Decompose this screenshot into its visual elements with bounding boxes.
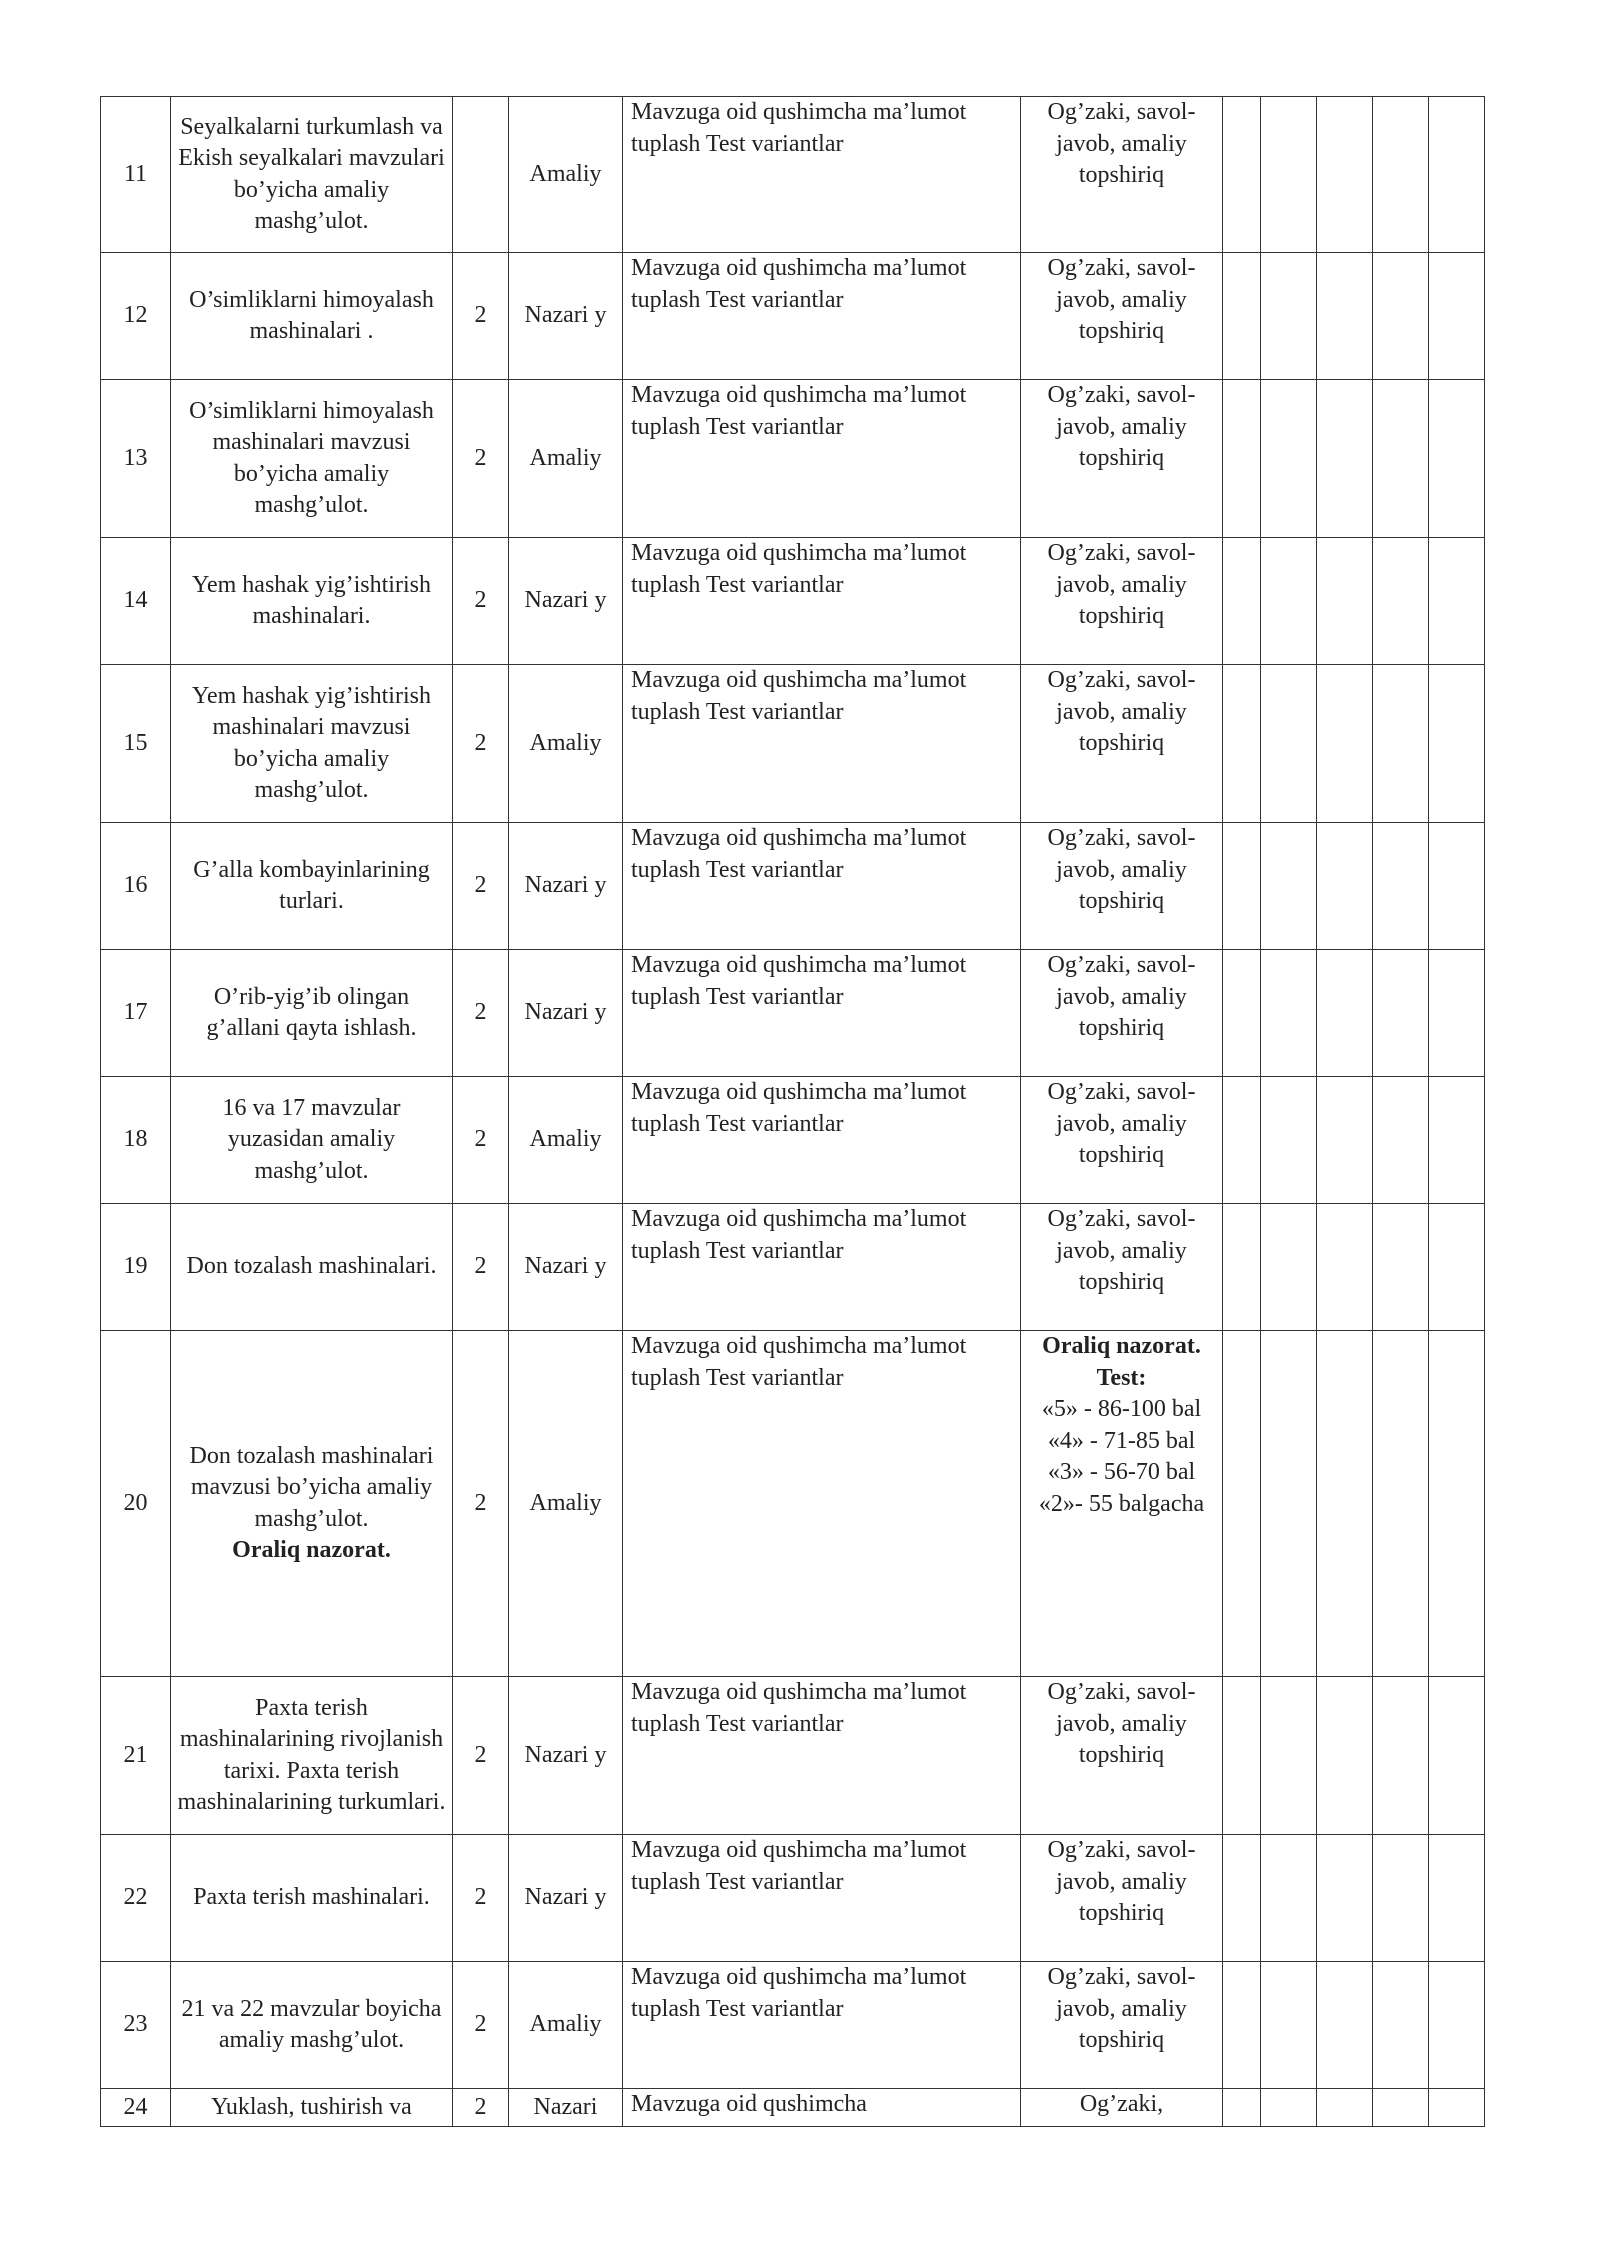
material-cell (623, 2089, 1021, 2127)
table-row (101, 823, 1485, 950)
material-text: Mavzuga oid qushimcha ma’lumot tuplash Test variantlar (631, 667, 967, 725)
material-cell (623, 253, 1021, 380)
empty-cell (1373, 1077, 1429, 1204)
hours-cell (453, 2089, 509, 2127)
topic-cell (171, 823, 453, 950)
row-number: 24 (123, 2093, 148, 2120)
row-number-cell (101, 380, 171, 538)
table-row (101, 1204, 1485, 1331)
empty-cell (1317, 538, 1373, 665)
material-cell (623, 1677, 1021, 1835)
empty-cell (1317, 97, 1373, 253)
hours-value: 2 (474, 1489, 487, 1516)
topic-cell (171, 1835, 453, 1962)
empty-cell (1223, 823, 1261, 950)
row-number-cell (101, 1077, 171, 1204)
lesson-type: Nazari y (524, 1253, 607, 1280)
row-number: 14 (123, 587, 148, 614)
material-cell (623, 97, 1021, 253)
hours-cell (453, 380, 509, 538)
topic-cell (171, 97, 453, 253)
empty-cell (1429, 1204, 1485, 1331)
empty-cell (1373, 253, 1429, 380)
hours-cell (453, 1677, 509, 1835)
assessment-text: Og’zaki, savol-javob, amaliy topshiriq (1047, 1964, 1196, 2053)
assessment-cell (1021, 253, 1223, 380)
assessment-text: Og’zaki, savol-javob, amaliy topshiriq (1047, 952, 1196, 1041)
empty-cell (1261, 538, 1317, 665)
hours-cell (453, 665, 509, 823)
assessment-text: Og’zaki, (1079, 2091, 1164, 2117)
topic-cell (171, 950, 453, 1077)
lesson-type-cell (509, 538, 623, 665)
assessment-cell (1021, 97, 1223, 253)
material-text: Mavzuga oid qushimcha ma’lumot tuplash Test variantlar (631, 1079, 967, 1137)
assessment-cell (1021, 1962, 1223, 2089)
topic-text: Don tozalash mashinalari. (186, 1253, 437, 1280)
lesson-type-cell (509, 1204, 623, 1331)
material-cell (623, 823, 1021, 950)
material-text: Mavzuga oid qushimcha ma’lumot tuplash Test variantlar (631, 255, 967, 313)
lesson-type: Nazari y (524, 872, 607, 899)
empty-cell (1429, 1835, 1485, 1962)
topic-cell (171, 2089, 453, 2127)
assessment-cell (1021, 1835, 1223, 1962)
material-cell (623, 950, 1021, 1077)
topic-cell (171, 1331, 453, 1677)
hours-value: 2 (474, 1741, 487, 1768)
topic-text: O’simliklarni himoyalash mashinalari . (189, 286, 434, 344)
empty-cell (1373, 1204, 1429, 1331)
topic-cell (171, 1077, 453, 1204)
material-cell (623, 1077, 1021, 1204)
table-row (101, 1962, 1485, 2089)
empty-cell (1261, 1077, 1317, 1204)
lesson-type-cell (509, 2089, 623, 2127)
empty-cell (1373, 823, 1429, 950)
table-row (101, 1677, 1485, 1835)
empty-cell (1317, 1962, 1373, 2089)
empty-cell (1317, 1204, 1373, 1331)
grade-scale-line: «4» - 71-85 bal (1047, 1427, 1196, 1454)
assessment-text: Og’zaki, savol-javob, amaliy topshiriq (1047, 255, 1196, 344)
hours-cell (453, 823, 509, 950)
empty-cell (1317, 1677, 1373, 1835)
empty-cell (1223, 538, 1261, 665)
hours-cell (453, 1331, 509, 1677)
lesson-type-cell (509, 1077, 623, 1204)
assessment-text: Og’zaki, savol-javob, amaliy topshiriq (1047, 382, 1196, 471)
row-number: 11 (123, 160, 148, 187)
material-text: Mavzuga oid qushimcha ma’lumot tuplash Test variantlar (631, 952, 967, 1010)
table-row (101, 1077, 1485, 1204)
hours-cell (453, 538, 509, 665)
empty-cell (1261, 1204, 1317, 1331)
material-text: Mavzuga oid qushimcha ma’lumot tuplash Test variantlar (631, 1837, 967, 1895)
topic-cell (171, 538, 453, 665)
material-cell (623, 1331, 1021, 1677)
assessment-cell (1021, 1077, 1223, 1204)
empty-cell (1261, 823, 1317, 950)
lesson-type: Nazari y (524, 1884, 607, 1911)
row-number: 21 (123, 1741, 148, 1768)
topic-text: 16 va 17 mavzular yuzasidan amaliy mashg’ulot. (222, 1094, 401, 1184)
assessment-cell (1021, 538, 1223, 665)
hours-value: 2 (474, 444, 487, 471)
row-number: 15 (123, 729, 148, 756)
empty-cell (1317, 1835, 1373, 1962)
empty-cell (1429, 950, 1485, 1077)
topic-cell (171, 1204, 453, 1331)
row-number-cell (101, 538, 171, 665)
assessment-cell (1021, 950, 1223, 1077)
topic-text: Yem hashak yig’ishtirish mashinalari mavzusi bo’yicha amaliy mashg’ulot. (192, 682, 431, 803)
lesson-type-cell (509, 1962, 623, 2089)
empty-cell (1223, 2089, 1261, 2127)
empty-cell (1261, 97, 1317, 253)
topic-text: Paxta terish mashinalari. (193, 1884, 430, 1911)
empty-cell (1261, 665, 1317, 823)
topic-cell (171, 253, 453, 380)
grade-scale-line: «3» - 56-70 bal (1047, 1459, 1196, 1485)
material-text: Mavzuga oid qushimcha (631, 2091, 867, 2117)
material-text: Mavzuga oid qushimcha ma’lumot tuplash Test variantlar (631, 540, 967, 598)
grade-scale-line: «2»- 55 balgacha (1038, 1490, 1205, 1517)
row-number-cell (101, 253, 171, 380)
assessment-cell (1021, 823, 1223, 950)
hours-cell (453, 1962, 509, 2089)
hours-value: 2 (474, 587, 487, 614)
empty-cell (1261, 1331, 1317, 1677)
material-text: Mavzuga oid qushimcha ma’lumot tuplash Test variantlar (631, 382, 967, 440)
lesson-type-cell (509, 1331, 623, 1677)
empty-cell (1223, 1077, 1261, 1204)
row-number: 23 (123, 2011, 148, 2038)
table-row (101, 2089, 1485, 2127)
material-text: Mavzuga oid qushimcha ma’lumot tuplash Test variantlar (631, 1333, 967, 1391)
material-cell (623, 538, 1021, 665)
empty-cell (1373, 380, 1429, 538)
topic-text: Yuklash, tushirish va (211, 2093, 412, 2120)
topic-text: G’alla kombayinlarining turlari. (193, 856, 430, 914)
lesson-type: Amaliy (529, 1126, 602, 1153)
empty-cell (1429, 538, 1485, 665)
lesson-type: Nazari y (524, 302, 607, 329)
table-row (101, 253, 1485, 380)
topic-text: Don tozalash mashinalari mavzusi bo’yicha amaliy mashg’ulot. (189, 1442, 434, 1532)
empty-cell (1373, 665, 1429, 823)
empty-cell (1223, 665, 1261, 823)
hours-cell (453, 1204, 509, 1331)
lesson-type-cell (509, 253, 623, 380)
row-number-cell (101, 1677, 171, 1835)
topic-cell (171, 1962, 453, 2089)
empty-cell (1429, 1677, 1485, 1835)
assessment-text: Og’zaki, savol-javob, amaliy topshiriq (1047, 540, 1196, 629)
row-number: 17 (123, 999, 148, 1026)
hours-value: 2 (474, 872, 487, 899)
material-cell (623, 1204, 1021, 1331)
empty-cell (1429, 253, 1485, 380)
empty-cell (1373, 1962, 1429, 2089)
assessment-text: Og’zaki, savol-javob, amaliy topshiriq (1047, 1206, 1196, 1295)
empty-cell (1429, 823, 1485, 950)
lesson-type-cell (509, 1677, 623, 1835)
row-number: 16 (123, 872, 148, 899)
assessment-text: Og’zaki, savol-javob, amaliy topshiriq (1047, 1079, 1196, 1168)
lesson-type: Nazari y (524, 587, 607, 614)
hours-value: 2 (474, 302, 487, 329)
empty-cell (1373, 1677, 1429, 1835)
empty-cell (1317, 1331, 1373, 1677)
table-row (101, 1835, 1485, 1962)
lesson-type-cell (509, 380, 623, 538)
topic-text: O’simliklarni himoyalash mashinalari mavzusi bo’yicha amaliy mashg’ulot. (189, 397, 434, 518)
assessment-text: Og’zaki, savol-javob, amaliy topshiriq (1047, 1679, 1196, 1768)
row-number-cell (101, 1962, 171, 2089)
lesson-type-cell (509, 1835, 623, 1962)
hours-cell (453, 950, 509, 1077)
topic-bold-text: Oraliq nazorat. (232, 1537, 391, 1563)
lesson-type-cell (509, 665, 623, 823)
table-row (101, 380, 1485, 538)
material-cell (623, 1962, 1021, 2089)
table-row (101, 538, 1485, 665)
assessment-cell (1021, 1677, 1223, 1835)
empty-cell (1373, 538, 1429, 665)
row-number-cell (101, 823, 171, 950)
row-number: 20 (123, 1489, 148, 1516)
table-body (101, 97, 1485, 2127)
empty-cell (1317, 380, 1373, 538)
table-row (101, 1331, 1485, 1677)
row-number-cell (101, 1204, 171, 1331)
empty-cell (1429, 97, 1485, 253)
assessment-cell (1021, 1204, 1223, 1331)
assessment-cell (1021, 2089, 1223, 2127)
hours-cell (453, 1077, 509, 1204)
empty-cell (1373, 950, 1429, 1077)
empty-cell (1317, 665, 1373, 823)
assessment-bold-text: Oraliq nazorat. Test: (1042, 1333, 1201, 1391)
hours-value: 2 (474, 729, 487, 756)
empty-cell (1373, 1331, 1429, 1677)
lesson-type-cell (509, 823, 623, 950)
empty-cell (1317, 950, 1373, 1077)
empty-cell (1223, 1204, 1261, 1331)
lesson-type: Amaliy (529, 2011, 602, 2038)
lesson-type: Amaliy (529, 160, 602, 187)
topic-cell (171, 1677, 453, 1835)
material-cell (623, 1835, 1021, 1962)
material-text: Mavzuga oid qushimcha ma’lumot tuplash Test variantlar (631, 1679, 967, 1737)
topic-text: Seyalkalarni turkumlash va Ekish seyalkalari mavzulari bo’yicha amaliy mashg’ulot. (178, 113, 445, 234)
empty-cell (1261, 253, 1317, 380)
material-text: Mavzuga oid qushimcha ma’lumot tuplash Test variantlar (631, 1964, 967, 2022)
empty-cell (1429, 380, 1485, 538)
empty-cell (1429, 665, 1485, 823)
hours-value: 2 (474, 1253, 487, 1280)
empty-cell (1223, 1331, 1261, 1677)
row-number: 19 (123, 1253, 148, 1280)
empty-cell (1223, 1962, 1261, 2089)
topic-cell (171, 665, 453, 823)
topic-text: Yem hashak yig’ishtirish mashinalari. (192, 571, 431, 629)
empty-cell (1373, 2089, 1429, 2127)
hours-value: 2 (474, 1884, 487, 1911)
assessment-cell (1021, 380, 1223, 538)
empty-cell (1317, 253, 1373, 380)
topic-text: 21 va 22 mavzular boyicha amaliy mashg’ulot. (181, 1995, 442, 2053)
empty-cell (1223, 1835, 1261, 1962)
empty-cell (1223, 950, 1261, 1077)
hours-value: 2 (474, 2093, 487, 2120)
lesson-type: Nazari y (524, 999, 607, 1026)
assessment-text: Og’zaki, savol-javob, amaliy topshiriq (1047, 99, 1196, 188)
table-row (101, 665, 1485, 823)
empty-cell (1429, 1077, 1485, 1204)
empty-cell (1223, 1677, 1261, 1835)
topic-cell (171, 380, 453, 538)
lesson-type: Nazari (533, 2093, 598, 2120)
material-cell (623, 380, 1021, 538)
material-text: Mavzuga oid qushimcha ma’lumot tuplash Test variantlar (631, 825, 967, 883)
lesson-type: Amaliy (529, 444, 602, 471)
empty-cell (1223, 380, 1261, 538)
row-number-cell (101, 97, 171, 253)
assessment-cell (1021, 1331, 1223, 1677)
empty-cell (1373, 97, 1429, 253)
empty-cell (1223, 97, 1261, 253)
lesson-type: Amaliy (529, 1489, 602, 1516)
empty-cell (1429, 1962, 1485, 2089)
hours-cell (453, 97, 509, 253)
empty-cell (1261, 1677, 1317, 1835)
empty-cell (1317, 1077, 1373, 1204)
table-row (101, 950, 1485, 1077)
row-number: 22 (123, 1884, 148, 1911)
row-number-cell (101, 1835, 171, 1962)
empty-cell (1261, 950, 1317, 1077)
topic-text: Paxta terish mashinalarining rivojlanish tarixi. Paxta terish mashinalarining turkumlari. (177, 1694, 446, 1815)
hours-value: 2 (474, 999, 487, 1026)
empty-cell (1261, 380, 1317, 538)
topic-text: O’rib-yig’ib olingan g’allani qayta ishlash. (206, 983, 417, 1041)
lesson-type: Amaliy (529, 729, 602, 756)
empty-cell (1317, 2089, 1373, 2127)
material-text: Mavzuga oid qushimcha ma’lumot tuplash Test variantlar (631, 1206, 967, 1264)
row-number-cell (101, 950, 171, 1077)
curriculum-table (100, 96, 1485, 2127)
empty-cell (1261, 1962, 1317, 2089)
empty-cell (1261, 1835, 1317, 1962)
assessment-cell (1021, 665, 1223, 823)
grade-scale-line: «5» - 86-100 bal (1041, 1396, 1202, 1422)
assessment-text: Og’zaki, savol-javob, amaliy topshiriq (1047, 825, 1196, 914)
empty-cell (1261, 2089, 1317, 2127)
row-number-cell (101, 665, 171, 823)
table-row (101, 97, 1485, 253)
row-number: 13 (123, 444, 148, 471)
hours-value: 2 (474, 2011, 487, 2038)
row-number: 18 (123, 1126, 148, 1153)
empty-cell (1429, 2089, 1485, 2127)
assessment-text: Og’zaki, savol-javob, amaliy topshiriq (1047, 1837, 1196, 1926)
material-text: Mavzuga oid qushimcha ma’lumot tuplash Test variantlar (631, 99, 967, 157)
lesson-type-cell (509, 950, 623, 1077)
hours-cell (453, 1835, 509, 1962)
assessment-text: Og’zaki, savol-javob, amaliy topshiriq (1047, 667, 1196, 756)
lesson-type: Nazari y (524, 1741, 607, 1768)
row-number-cell (101, 2089, 171, 2127)
empty-cell (1373, 1835, 1429, 1962)
row-number: 12 (123, 302, 148, 329)
row-number-cell (101, 1331, 171, 1677)
hours-value: 2 (474, 1126, 487, 1153)
hours-cell (453, 253, 509, 380)
empty-cell (1223, 253, 1261, 380)
empty-cell (1429, 1331, 1485, 1677)
lesson-type-cell (509, 97, 623, 253)
empty-cell (1317, 823, 1373, 950)
material-cell (623, 665, 1021, 823)
